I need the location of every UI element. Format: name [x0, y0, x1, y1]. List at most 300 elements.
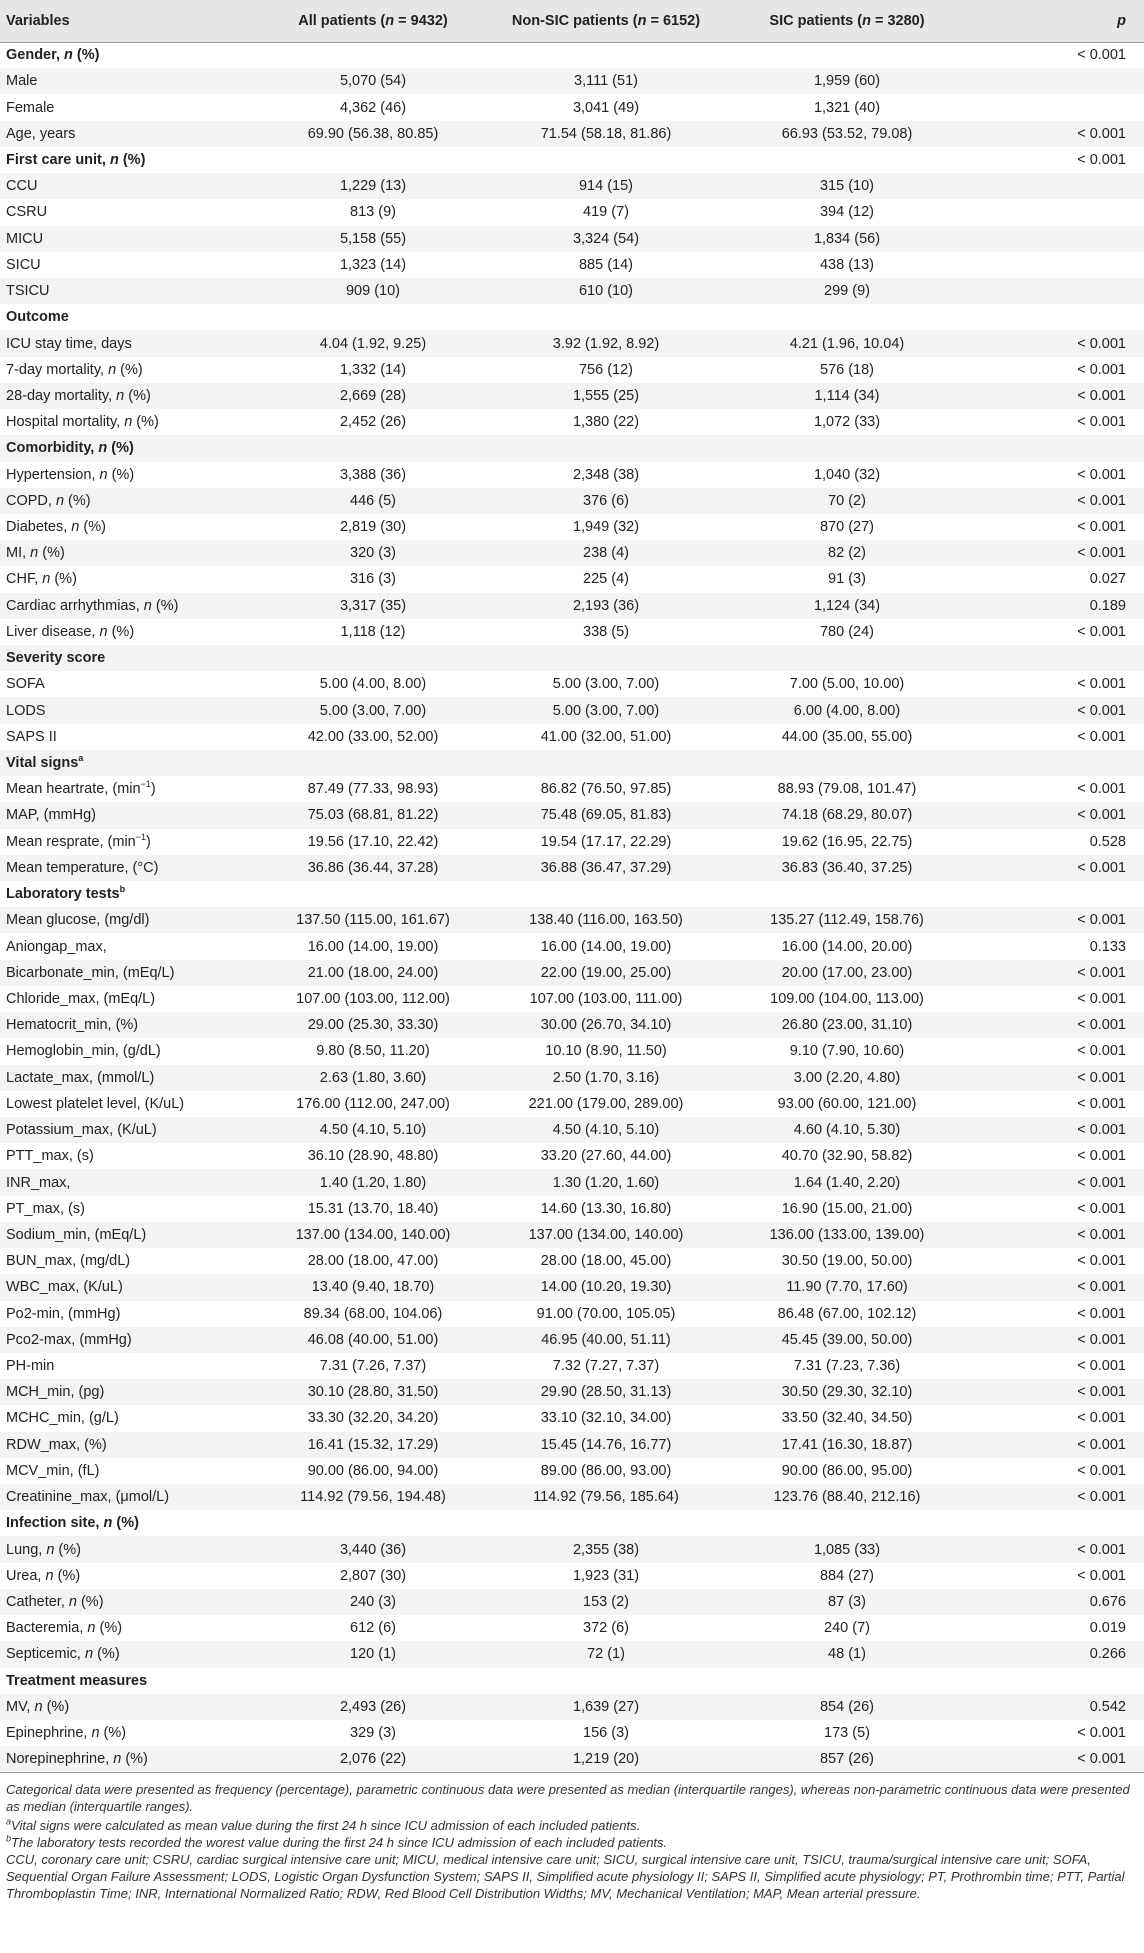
row-label: Lowest platelet level, (K/uL)	[6, 1095, 185, 1112]
cell-non-sic: 86.82 (76.50, 97.85)	[540, 781, 672, 798]
row-label: WBC_max, (K/uL)	[6, 1279, 123, 1296]
cell-all-patients: 30.10 (28.80, 31.50)	[307, 1384, 439, 1401]
cell-sic: 1,834 (56)	[813, 230, 881, 247]
cell-sic: 780 (24)	[819, 623, 874, 640]
table-row	[0, 1038, 1144, 1064]
cell-p-value: < 0.001	[1077, 1253, 1126, 1270]
row-label: Mean heartrate, $(\min^{-1})$	[6, 779, 156, 798]
cell-sic: 74.18 (68.29, 80.07)	[781, 807, 913, 824]
table-row	[0, 94, 1144, 120]
cell-all-patients: 909 (10)	[345, 283, 400, 300]
table-row	[0, 1432, 1144, 1458]
table-row	[0, 566, 1144, 592]
cell-non-sic: 114.92 (79.56, 185.64)	[533, 1489, 679, 1506]
cell-sic: 173 (5)	[824, 1725, 870, 1742]
cell-sic: 66.93 (53.52, 79.08)	[781, 125, 913, 142]
cell-non-sic: 914 (15)	[578, 178, 633, 195]
cell-all-patients: 69.90 (56.38, 80.85)	[307, 125, 439, 142]
cell-non-sic: 225 (4)	[583, 571, 629, 588]
footnote-abbreviations: CCU, coronary care unit; CSRU, cardiac surgical intensive care unit; MICU, medical intensive care unit; SICU, surgical intensive care unit, TSICU, trauma/surgical intensive care unit; SOFA, Sequential Organ Failure Assessment; LODS, Logistic Organ Dysfunction System; SAPS II, Simplified acute physiology II; SAPS II, Simplified acute physiology; PT, Prothrombin time; PTT, Partial Thromboplastin Time; INR, International Normalized Ratio; RDW, Red Blood Cell Distribution Widths; MV, Mechanical Ventilation; MAP, Mean arterial pressure.	[6, 1852, 1125, 1902]
section-row	[0, 750, 1144, 776]
row-label: SICU	[6, 256, 41, 273]
cell-non-sic: 4.50 (4.10, 5.10)	[552, 1122, 660, 1139]
cell-sic: 123.76 (88.40, 212.16)	[773, 1489, 921, 1506]
cell-non-sic: 3,041 (49)	[572, 99, 640, 116]
header-sic-patients: SIC patients (n = 3280)	[769, 12, 925, 29]
row-label: MICU	[6, 230, 44, 247]
table-row	[0, 829, 1144, 855]
cell-p-value: < 0.001	[1077, 545, 1126, 562]
row-label: RDW_max, (%)	[6, 1436, 107, 1453]
cell-non-sic: 372 (6)	[583, 1620, 629, 1637]
row-label: TSICU	[6, 283, 50, 300]
row-label: 28-day mortality, n (%)	[6, 387, 151, 404]
row-label: Age, years	[6, 125, 76, 142]
cell-p-value: < 0.001	[1077, 859, 1126, 876]
cell-non-sic: 2.50 (1.70, 3.16)	[552, 1069, 660, 1086]
cell-non-sic: 29.90 (28.50, 31.13)	[540, 1384, 672, 1401]
table-row	[0, 1222, 1144, 1248]
row-label: Lung, n (%)	[6, 1541, 81, 1558]
row-label: Diabetes, n (%)	[6, 519, 106, 536]
table-row	[0, 1694, 1144, 1720]
cell-p-value	[966, 199, 1144, 225]
cell-p-value: < 0.001	[1077, 1122, 1126, 1139]
cell-sic	[728, 304, 966, 330]
cell-non-sic: 10.10 (8.90, 11.50)	[545, 1043, 667, 1060]
cell-p-value	[966, 226, 1144, 252]
cell-non-sic: 75.48 (69.05, 81.83)	[540, 807, 672, 824]
cell-all-patients: 1,332 (14)	[339, 361, 407, 378]
row-label: Hemoglobin_min, (g/dL)	[6, 1043, 161, 1060]
cell-sic: 19.62 (16.95, 22.75)	[781, 833, 913, 850]
cell-p-value: < 0.001	[1077, 1384, 1126, 1401]
row-label: Pco2-max, (mmHg)	[6, 1331, 132, 1348]
cell-non-sic: 1,949 (32)	[572, 519, 640, 536]
cell-p-value: < 0.001	[1077, 1069, 1126, 1086]
cell-all-patients: 176.00 (112.00, 247.00)	[296, 1095, 450, 1112]
cell-sic: 86.48 (67.00, 102.12)	[777, 1305, 917, 1322]
cell-non-sic	[484, 1668, 728, 1694]
cell-p-value	[966, 94, 1144, 120]
cell-all-patients: 813 (9)	[350, 204, 396, 221]
cell-p-value: < 0.001	[1077, 125, 1126, 142]
cell-sic: 1,321 (40)	[813, 99, 881, 116]
cell-p-value: < 0.001	[1077, 361, 1126, 378]
cell-p-value	[966, 278, 1144, 304]
cell-p-value: < 0.001	[1077, 1148, 1126, 1165]
cell-p-value: < 0.001	[1077, 1043, 1126, 1060]
cell-sic: 17.41 (16.30, 18.87)	[781, 1436, 913, 1453]
section-row	[0, 881, 1144, 907]
row-label: MAP, (mmHg)	[6, 807, 96, 824]
cell-p-value: < 0.001	[1077, 1567, 1126, 1584]
row-label: Chloride_max, (mEq/L)	[6, 990, 156, 1007]
cell-p-value	[966, 173, 1144, 199]
row-label: CHF, n (%)	[6, 571, 77, 588]
cell-sic: 1,959 (60)	[813, 73, 881, 90]
cell-non-sic: 376 (6)	[583, 492, 629, 509]
row-label: ICU stay time, days	[6, 335, 132, 352]
row-label: Bicarbonate_min, (mEq/L)	[6, 964, 175, 981]
cell-all-patients	[262, 42, 484, 68]
table-row	[0, 357, 1144, 383]
row-label: MI, n (%)	[6, 545, 65, 562]
row-label: Sodium_min, (mEq/L)	[6, 1226, 147, 1243]
table-row	[0, 776, 1144, 802]
cell-all-patients: 21.00 (18.00, 24.00)	[307, 964, 439, 981]
cell-all-patients: 36.10 (28.90, 48.80)	[307, 1148, 439, 1165]
cell-all-patients: 2.63 (1.80, 3.60)	[319, 1069, 427, 1086]
cell-all-patients	[262, 1668, 484, 1694]
cell-all-patients: 320 (3)	[350, 545, 396, 562]
cell-non-sic: 1,555 (25)	[572, 387, 640, 404]
cell-non-sic: 138.40 (116.00, 163.50)	[529, 912, 683, 929]
cell-p-value: 0.133	[1089, 938, 1126, 955]
table-row	[0, 173, 1144, 199]
cell-non-sic	[484, 304, 728, 330]
table-row	[0, 619, 1144, 645]
cell-p-value: < 0.001	[1077, 1331, 1126, 1348]
cell-sic: 45.45 (39.00, 50.00)	[781, 1331, 913, 1348]
cell-sic	[728, 881, 966, 907]
header-variables: Variables	[6, 12, 70, 29]
cell-sic	[728, 1668, 966, 1694]
cell-p-value: < 0.001	[1077, 1200, 1126, 1217]
cell-sic: 70 (2)	[828, 492, 866, 509]
cell-p-value: < 0.001	[1077, 676, 1126, 693]
section-row	[0, 645, 1144, 671]
cell-non-sic	[484, 750, 728, 776]
row-label: Catheter, n (%)	[6, 1594, 104, 1611]
cell-all-patients: 612 (6)	[350, 1620, 396, 1637]
cell-sic: 135.27 (112.49, 158.76)	[770, 912, 924, 929]
cell-sic: 91 (3)	[828, 571, 866, 588]
table-row	[0, 907, 1144, 933]
footnote-a: $^a$Vital signs were calculated as mean value during the first 24 h since ICU admission of each included patients.	[6, 1817, 641, 1834]
table-row	[0, 226, 1144, 252]
cell-sic: 7.31 (7.23, 7.36)	[793, 1358, 901, 1375]
table-row	[0, 933, 1144, 959]
table-row	[0, 68, 1144, 94]
row-label: Aniongap_max,	[6, 938, 107, 955]
row-label: PH-min	[6, 1358, 55, 1375]
table-row	[0, 121, 1144, 147]
row-label: Mean glucose, (mg/dl)	[6, 912, 150, 929]
cell-all-patients: 2,452 (26)	[339, 414, 407, 431]
cell-sic: 394 (12)	[819, 204, 874, 221]
cell-sic: 576 (18)	[819, 361, 874, 378]
cell-all-patients: 33.30 (32.20, 34.20)	[307, 1410, 439, 1427]
cell-sic	[728, 147, 966, 173]
cell-all-patients	[262, 881, 484, 907]
cell-sic: 48 (1)	[828, 1646, 866, 1663]
cell-p-value: < 0.001	[1077, 414, 1126, 431]
row-label: Outcome	[6, 309, 69, 326]
cell-non-sic: 2,355 (38)	[572, 1541, 640, 1558]
row-label: Cardiac arrhythmias, n (%)	[6, 597, 179, 614]
table-row	[0, 855, 1144, 881]
table-row	[0, 1143, 1144, 1169]
cell-non-sic: 419 (7)	[583, 204, 629, 221]
cell-sic: 4.21 (1.96, 10.04)	[789, 335, 905, 352]
table-row	[0, 462, 1144, 488]
cell-non-sic	[484, 42, 728, 68]
cell-p-value: < 0.001	[1077, 387, 1126, 404]
row-label: Laboratory tests$^b$	[6, 884, 126, 903]
cell-p-value: < 0.001	[1077, 623, 1126, 640]
cell-non-sic	[484, 881, 728, 907]
cell-non-sic: 15.45 (14.76, 16.77)	[540, 1436, 672, 1453]
cell-all-patients: 19.56 (17.10, 22.42)	[307, 833, 439, 850]
cell-all-patients: 329 (3)	[350, 1725, 396, 1742]
table-row	[0, 488, 1144, 514]
cell-all-patients: 7.31 (7.26, 7.37)	[319, 1358, 427, 1375]
row-label: MCV_min, (fL)	[6, 1462, 100, 1479]
cell-p-value: < 0.001	[1077, 728, 1126, 745]
table-row	[0, 802, 1144, 828]
cell-non-sic: 3,111 (51)	[574, 73, 638, 90]
cell-non-sic: 7.32 (7.27, 7.37)	[552, 1358, 660, 1375]
cell-non-sic: 156 (3)	[583, 1725, 629, 1742]
cell-all-patients: 16.00 (14.00, 19.00)	[307, 938, 439, 955]
cell-all-patients: 2,493 (26)	[339, 1698, 407, 1715]
cell-all-patients: 42.00 (33.00, 52.00)	[307, 728, 439, 745]
section-row	[0, 1668, 1144, 1694]
row-label: COPD, n (%)	[6, 492, 91, 509]
cell-non-sic: 5.00 (3.00, 7.00)	[552, 702, 660, 719]
cell-all-patients	[262, 1510, 484, 1536]
footnotes	[0, 1773, 1144, 1902]
cell-non-sic: 30.00 (26.70, 34.10)	[540, 1017, 672, 1034]
cell-sic: 16.00 (14.00, 20.00)	[781, 938, 913, 955]
table-row	[0, 383, 1144, 409]
cell-all-patients: 87.49 (77.33, 98.93)	[307, 781, 439, 798]
cell-sic: 240 (7)	[824, 1620, 870, 1637]
row-label: 7-day mortality, n (%)	[6, 361, 143, 378]
cell-all-patients	[262, 304, 484, 330]
cell-p-value	[966, 750, 1144, 776]
table-row	[0, 540, 1144, 566]
cell-non-sic	[484, 435, 728, 461]
cell-sic: 7.00 (5.00, 10.00)	[789, 676, 905, 693]
table-header	[0, 0, 1144, 42]
cell-all-patients: 5,070 (54)	[339, 73, 407, 90]
row-label: Hematocrit_min, (%)	[6, 1017, 139, 1034]
cell-sic: 6.00 (4.00, 8.00)	[793, 702, 901, 719]
cell-non-sic: 14.00 (10.20, 19.30)	[540, 1279, 672, 1296]
section-row	[0, 147, 1144, 173]
cell-p-value	[966, 645, 1144, 671]
cell-sic: 82 (2)	[828, 545, 866, 562]
cell-p-value	[966, 435, 1144, 461]
table-row	[0, 1091, 1144, 1117]
section-row	[0, 435, 1144, 461]
table-row	[0, 1589, 1144, 1615]
cell-sic: 87 (3)	[828, 1594, 866, 1611]
row-label: MCHC_min, (g/L)	[6, 1410, 119, 1427]
cell-all-patients: 3,440 (36)	[339, 1541, 407, 1558]
cell-non-sic: 1.30 (1.20, 1.60)	[552, 1174, 660, 1191]
table-row	[0, 278, 1144, 304]
cell-sic	[728, 1510, 966, 1536]
cell-all-patients: 240 (3)	[350, 1594, 396, 1611]
row-label: SOFA	[6, 676, 45, 693]
table-row	[0, 593, 1144, 619]
cell-p-value: < 0.001	[1077, 335, 1126, 352]
cell-non-sic: 14.60 (13.30, 16.80)	[540, 1200, 672, 1217]
table-row	[0, 330, 1144, 356]
cell-non-sic: 2,193 (36)	[572, 597, 640, 614]
cell-p-value: < 0.001	[1077, 1358, 1126, 1375]
cell-non-sic: 41.00 (32.00, 51.00)	[540, 728, 672, 745]
cell-non-sic: 33.20 (27.60, 44.00)	[540, 1148, 672, 1165]
cell-p-value: < 0.001	[1077, 1410, 1126, 1427]
row-label: MCH_min, (pg)	[6, 1384, 105, 1401]
cell-p-value: < 0.001	[1077, 519, 1126, 536]
cell-non-sic: 91.00 (70.00, 105.05)	[536, 1305, 676, 1322]
cell-p-value: 0.266	[1089, 1646, 1126, 1663]
row-label: Severity score	[6, 650, 106, 667]
cell-p-value	[966, 1510, 1144, 1536]
cell-p-value: < 0.001	[1077, 807, 1126, 824]
cell-all-patients: 3,388 (36)	[339, 466, 407, 483]
cell-non-sic: 33.10 (32.10, 34.00)	[540, 1410, 672, 1427]
cell-p-value: 0.676	[1089, 1594, 1126, 1611]
row-label: LODS	[6, 702, 46, 719]
cell-p-value: 0.027	[1089, 571, 1126, 588]
cell-non-sic: 16.00 (14.00, 19.00)	[540, 938, 672, 955]
cell-all-patients: 120 (1)	[350, 1646, 396, 1663]
cell-all-patients: 4.04 (1.92, 9.25)	[319, 335, 427, 352]
cell-all-patients: 137.50 (115.00, 161.67)	[296, 912, 450, 929]
cell-non-sic: 22.00 (19.00, 25.00)	[540, 964, 672, 981]
cell-sic: 36.83 (36.40, 37.25)	[781, 859, 913, 876]
cell-non-sic: 137.00 (134.00, 140.00)	[528, 1226, 684, 1243]
cell-p-value: 0.189	[1089, 597, 1126, 614]
cell-p-value: 0.542	[1089, 1698, 1126, 1715]
table-row	[0, 1641, 1144, 1667]
table-row	[0, 1563, 1144, 1589]
cell-p-value: < 0.001	[1077, 1725, 1126, 1742]
cell-p-value: < 0.001	[1077, 702, 1126, 719]
cell-sic: 884 (27)	[819, 1567, 874, 1584]
header-row	[0, 0, 1144, 42]
cell-all-patients: 114.92 (79.56, 194.48)	[300, 1489, 446, 1506]
cell-all-patients: 90.00 (86.00, 94.00)	[307, 1462, 439, 1479]
cell-p-value: < 0.001	[1077, 47, 1126, 64]
cell-sic: 16.90 (15.00, 21.00)	[781, 1200, 913, 1217]
cell-p-value: < 0.001	[1077, 912, 1126, 929]
cell-sic: 1,114 (34)	[814, 387, 880, 404]
cell-p-value: < 0.001	[1077, 781, 1126, 798]
cell-sic: 438 (13)	[819, 256, 874, 273]
cell-p-value: 0.528	[1089, 833, 1126, 850]
cell-sic: 315 (10)	[819, 178, 874, 195]
cell-non-sic: 338 (5)	[583, 623, 629, 640]
cell-all-patients: 28.00 (18.00, 47.00)	[307, 1253, 439, 1270]
row-label: Norepinephrine, n (%)	[6, 1751, 148, 1768]
cell-all-patients: 13.40 (9.40, 18.70)	[311, 1279, 435, 1296]
cell-non-sic: 238 (4)	[583, 545, 629, 562]
cell-sic: 88.93 (79.08, 101.47)	[777, 781, 917, 798]
table-row	[0, 1379, 1144, 1405]
cell-sic: 4.60 (4.10, 5.30)	[793, 1122, 901, 1139]
cell-sic: 857 (26)	[819, 1751, 874, 1768]
cell-all-patients: 1,323 (14)	[339, 256, 407, 273]
cell-non-sic: 28.00 (18.00, 45.00)	[540, 1253, 672, 1270]
row-label: Hypertension, n (%)	[6, 466, 135, 483]
cell-sic: 299 (9)	[824, 283, 870, 300]
cell-all-patients: 1,229 (13)	[339, 178, 407, 195]
cell-p-value: < 0.001	[1077, 1751, 1126, 1768]
cell-sic: 30.50 (29.30, 32.10)	[781, 1384, 913, 1401]
cell-non-sic	[484, 147, 728, 173]
cell-all-patients: 316 (3)	[350, 571, 396, 588]
row-label: Mean resprate, $(\min^{-1})$	[6, 831, 151, 850]
row-label: PTT_max, (s)	[6, 1148, 94, 1165]
table-row	[0, 697, 1144, 723]
row-label: Epinephrine, n (%)	[6, 1725, 127, 1742]
cell-sic: 20.00 (17.00, 23.00)	[781, 964, 913, 981]
cell-p-value: < 0.001	[1077, 1489, 1126, 1506]
cell-sic	[728, 645, 966, 671]
cell-sic: 1,072 (33)	[813, 414, 881, 431]
table-row	[0, 252, 1144, 278]
table-row	[0, 514, 1144, 540]
table-row	[0, 1353, 1144, 1379]
cell-all-patients: 107.00 (103.00, 112.00)	[296, 990, 450, 1007]
cell-non-sic: 3,324 (54)	[572, 230, 640, 247]
cell-p-value: < 0.001	[1077, 1095, 1126, 1112]
row-label: CSRU	[6, 204, 48, 221]
cell-p-value: < 0.001	[1077, 1226, 1126, 1243]
cell-p-value	[966, 304, 1144, 330]
cell-all-patients	[262, 750, 484, 776]
table-row	[0, 1720, 1144, 1746]
table-row	[0, 1615, 1144, 1641]
row-label: Comorbidity, n (%)	[6, 440, 134, 457]
table-row	[0, 960, 1144, 986]
table-row	[0, 724, 1144, 750]
cell-p-value: < 0.001	[1077, 1017, 1126, 1034]
cell-all-patients: 46.08 (40.00, 51.00)	[307, 1331, 439, 1348]
cell-non-sic: 72 (1)	[587, 1646, 625, 1663]
cell-p-value: < 0.001	[1077, 492, 1126, 509]
cell-sic: 136.00 (133.00, 139.00)	[769, 1226, 925, 1243]
row-label: Po2-min, (mmHg)	[6, 1305, 121, 1322]
footnote-main: Categorical data were presented as frequency (percentage), parametric continuous data were presented as median (interquartile ranges), whereas non-parametric continuous data were presented as median (interquartile ranges).	[6, 1782, 1130, 1815]
cell-p-value: < 0.001	[1077, 151, 1126, 168]
table-row	[0, 1536, 1144, 1562]
cell-all-patients: 15.31 (13.70, 18.40)	[307, 1200, 439, 1217]
table-row	[0, 1327, 1144, 1353]
table-row	[0, 1117, 1144, 1143]
cell-non-sic: 1,219 (20)	[572, 1751, 640, 1768]
cell-all-patients: 1.40 (1.20, 1.80)	[319, 1174, 427, 1191]
cell-sic: 854 (26)	[819, 1698, 874, 1715]
cell-non-sic: 153 (2)	[583, 1594, 629, 1611]
cell-p-value	[966, 1668, 1144, 1694]
table-row	[0, 1405, 1144, 1431]
header-non-sic-patients: Non-SIC patients (n = 6152)	[511, 12, 701, 29]
row-label: CCU	[6, 178, 38, 195]
cell-sic: 1,124 (34)	[813, 597, 881, 614]
cell-p-value: < 0.001	[1077, 466, 1126, 483]
section-row	[0, 42, 1144, 68]
section-row	[0, 304, 1144, 330]
cell-all-patients: 137.00 (134.00, 140.00)	[295, 1226, 451, 1243]
